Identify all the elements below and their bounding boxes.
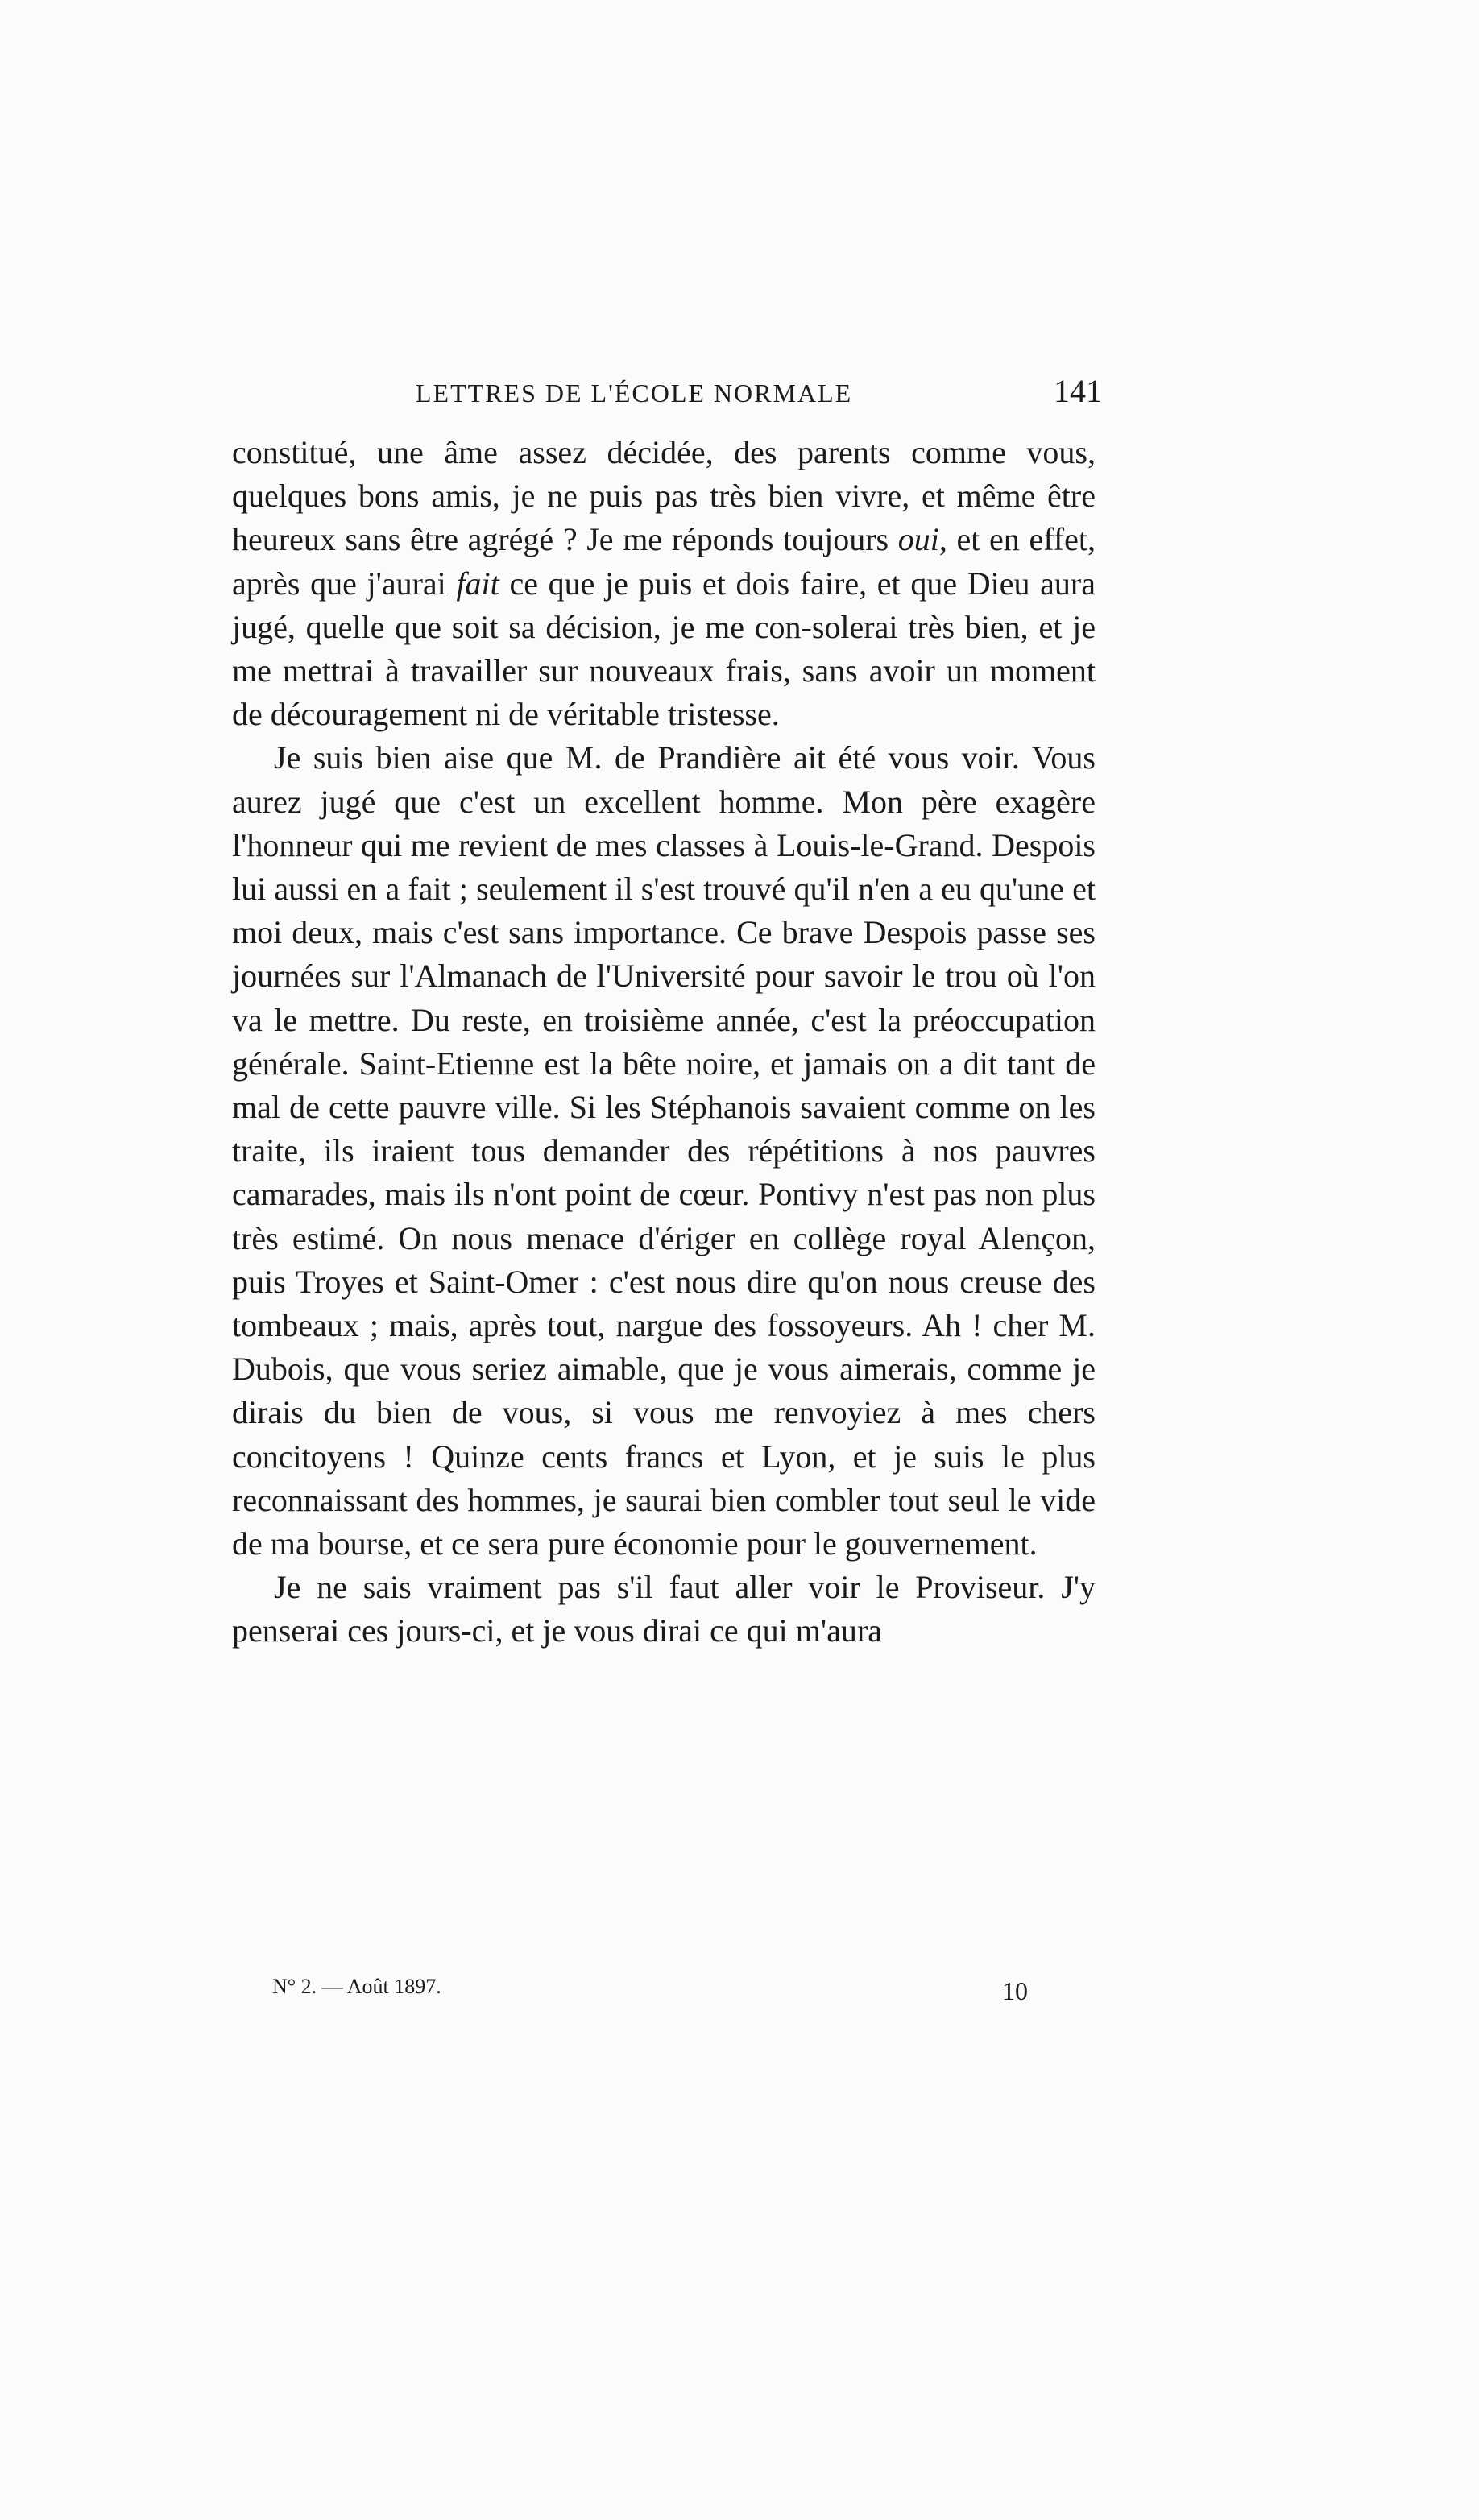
paragraph-1 xyxy=(232,431,1096,736)
emphasis-oui: oui xyxy=(897,521,939,558)
paragraph-1-part-3: ce que je puis et dois faire, et que Dieu aura jugé, quelle que soit sa décision, je me con-solerai très bien, et je me mettrai à travailler sur nouveaux frais, sans avoir un moment de découragement ni de véritable tristesse. xyxy=(232,565,1096,733)
page-footer xyxy=(232,1972,1096,2012)
paragraph-3: Je ne sais vraiment pas s'il faut aller voir le Proviseur. J'y penserai ces jours-ci, et je vous dirai ce qui m'aura xyxy=(232,1569,1096,1649)
running-title: LETTRES DE L'ÉCOLE NORMALE xyxy=(416,379,853,408)
paragraph-1-part-2: , et en effet, après que j'aurai xyxy=(232,521,1096,602)
paragraph-2: Je suis bien aise que M. de Prandière ait été vous voir. Vous aurez jugé que c'est un excellent homme. Mon père exagère l'honneur qui me revient de mes classes à Louis-le-Grand. Despois lui aussi en a fait ; seulement il s'est trouvé qu'il n'en a eu qu'une et moi deux, mais c'est sans importance. Ce brave Despois passe ses journées sur l'Almanach de l'Université pour savoir le trou où l'on va le mettre. Du reste, en troisième année, c'est la préoccupation générale. Saint-Etienne est la bête noire, et jamais on a dit tant de mal de cette pauvre ville. Si les Stéphanois savaient comme on les traite, ils iraient tous demander des répétitions à nos pauvres camarades, mais ils n'ont point de cœur. Pontivy n'est pas non plus très estimé. On nous menace d'ériger en collège royal Alençon, puis Troyes et Saint-Omer : c'est nous dire qu'on nous creuse des tombeaux ; mais, après tout, nargue des fossoyeurs. Ah ! cher M. Dubois, que vous seriez aimable, que je vous aimerais, comme je dirais du bien de vous, si vous me renvoyiez à mes chers concitoyens ! Quinze cents francs et Lyon, et je suis le plus reconnaissant des hommes, je saurai bien combler tout seul le vide de ma bourse, et ce sera pure économie pour le gouvernement. xyxy=(232,739,1096,1562)
emphasis-fait: fait xyxy=(456,565,499,602)
paragraph-1-part-1: constitué, une âme assez décidée, des parents comme vous, quelques bons amis, je ne puis pas très bien vivre, et même être heureux sans être agrégé ? Je me réponds toujours xyxy=(232,434,1096,558)
sheet-number: 10 xyxy=(1002,1976,1028,2005)
body-text xyxy=(232,431,1096,1653)
issue-signature: N° 2. — Août 1897. xyxy=(272,1975,441,1998)
running-header xyxy=(232,372,1102,420)
page-number: 141 xyxy=(1054,373,1102,409)
